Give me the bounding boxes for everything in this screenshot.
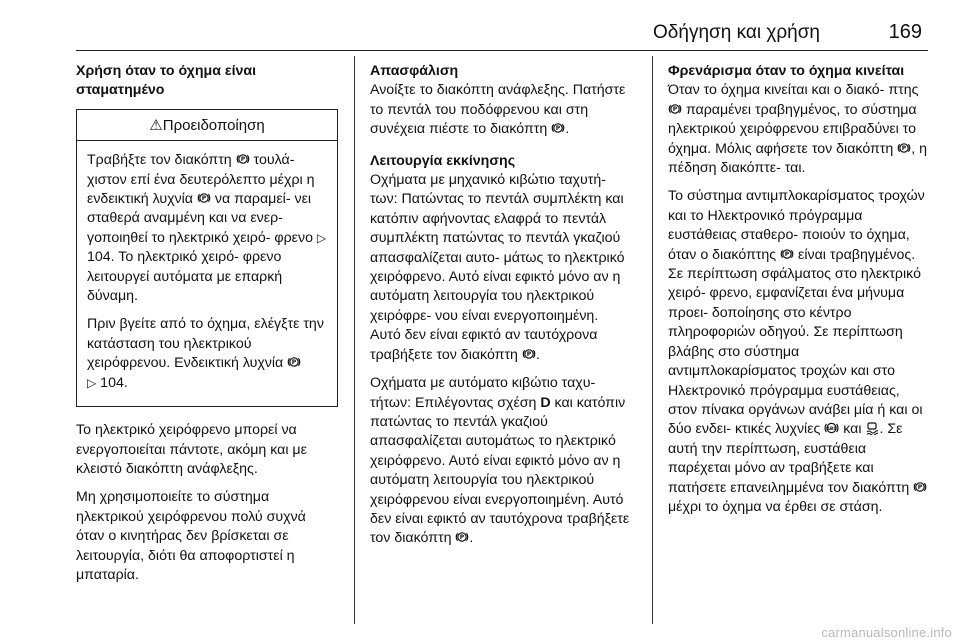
text: και (839, 421, 866, 438)
section-heading: Λειτουργία εκκίνησης (370, 152, 516, 169)
parking-brake-icon (780, 247, 794, 261)
reference-arrow-icon: ▷ (316, 230, 327, 245)
paragraph (87, 151, 327, 306)
text: . (469, 530, 474, 547)
text: και κατόπιν πατώντας το πεντάλ γκαζιού απασφαλίζεται αυτομάτως το ηλεκτρικό χειρόφρενο. Αυτό είναι εφικτό μόνο αν η αυτόματη λειτουργία του ηλεκτρικού χειρόφρενου είναι ενεργοποιημένη. Αυτό δεν είναι εφικτό αν ταυτόχρονα τραβήξετε τον διακόπτη (370, 394, 630, 547)
column-divider (652, 56, 653, 624)
text: Τραβήξτε τον διακόπτη (87, 152, 236, 169)
parking-brake-icon (287, 355, 301, 369)
warning-box (76, 109, 338, 407)
paragraph: Μη χρησιμοποιείτε το σύστημα ηλεκτρικού χειρόφρενου πολύ συχνά όταν ο κινητήρας δεν βρίσκεται σε λειτουργία, διότι θα αποφορτιστεί η μπαταρία. (76, 489, 306, 583)
section-heading: Απασφάλιση (370, 63, 459, 79)
warning-title: Προειδοποίηση (162, 116, 265, 134)
warning-triangle-icon: ⚠ (149, 116, 163, 134)
column-divider (354, 56, 355, 624)
text: 104. Το ηλεκτρικό χειρό- φρενο λειτουργεί αυτόματα με επαρκή δύναμη. (87, 249, 283, 305)
page-title: Οδήγηση και χρήση (653, 22, 820, 43)
parking-brake-icon (668, 102, 682, 116)
parking-brake-icon (551, 121, 565, 135)
column-1 (76, 62, 338, 594)
text: Όταν το όχημα κινείται και ο διακό- πτης (668, 82, 919, 99)
paragraph (370, 171, 632, 365)
abs-icon (824, 421, 839, 435)
column-3 (668, 62, 930, 526)
gear-label: D (540, 394, 551, 411)
paragraph: Το ηλεκτρικό χειρόφρενο μπορεί να ενεργοποιείται πάντοτε, ακόμη και με κλειστό διακόπτη ανάφλεξης. (76, 422, 307, 477)
parking-brake-icon (897, 141, 911, 155)
paragraph (668, 187, 930, 517)
watermark: carmanualsonline.info (821, 625, 952, 640)
parking-brake-icon (522, 347, 536, 361)
text: Οχήματα με αυτόματο κιβώτιο ταχυ- τήτων: Επιλέγοντας σχέση (370, 375, 596, 411)
text: να παραμεί- νει σταθερά αναμμένη και να ενερ- γοποιηθεί το ηλεκτρικό χειρό- φρενο (87, 191, 317, 246)
warning-body (77, 141, 337, 406)
parking-brake-icon (913, 480, 927, 494)
text: παραμένει τραβηγμένος, το σύστημα ηλεκτρικού χειρόφρενου επιβραδύνει το όχημα. Μόλις αφήσετε τον διακόπτη (668, 101, 917, 157)
paragraph (668, 81, 930, 178)
text: . (535, 346, 540, 363)
text: 104. (96, 374, 128, 391)
text: , η πέδηση διακόπτε- ται. (668, 140, 928, 177)
text: . Σε αυτή την περίπτωση, ευστάθεια παρέχεται μόνο αν τραβήξετε και πατήσετε επανειλημμένα τον διακόπτη (668, 421, 914, 496)
section-heading: Φρενάρισμα όταν το όχημα κινείται (668, 63, 905, 79)
text: Οχήματα με μηχανικό κιβώτιο ταχυτή- των: Πατώντας το πεντάλ συμπλέκτη και κατόπιν αφήνοντας ελαφρά το πεντάλ συμπλέκτη πατώντας το πεντάλ γκαζιού απασφαλίζεται αυτο- μάτως το ηλεκτρικό χειρόφρενο. Αυτό είναι εφικτό μόνο αν η αυτόματη λειτουργία του ηλεκτρικού χειρόφρε- νου είναι ενεργοποιημένη. Αυτό δεν είναι εφικτό αν ταυτόχρονα τραβήξετε τον διακόπτη (370, 172, 625, 363)
text: . (565, 121, 570, 138)
paragraph (370, 81, 632, 139)
paragraph (370, 374, 632, 549)
parking-brake-icon (236, 152, 250, 166)
parking-brake-icon (197, 191, 211, 205)
text: Ανοίξτε το διακόπτη ανάφλεξης. Πατήστε το πεντάλ του ποδόφρενου και στη συνέχεια πιέστε το διακόπτη (370, 82, 626, 138)
page-number: 169 (888, 21, 922, 43)
reference-arrow-icon: ▷ (87, 375, 97, 390)
section-heading: Χρήση όταν το όχημα είναι σταματημένο (76, 63, 257, 99)
parking-brake-icon (455, 530, 469, 544)
esc-off-icon (865, 421, 879, 435)
column-2 (370, 62, 632, 558)
text: τουλά- χιστον επί ένα δευτερόλεπτο μέχρι η ενδεικτική λυχνία (87, 152, 315, 208)
svg-text:ABS: ABS (826, 427, 837, 433)
text: Πριν βγείτε από το όχημα, ελέγξτε την κατάσταση του ηλεκτρικού χειρόφρενου. Ενδεικτική λυχνία (87, 316, 324, 372)
header-rule (76, 50, 928, 51)
text: Το σύστημα αντιμπλοκαρίσματος τροχών και το Ηλεκτρονικό πρόγραμμα ευστάθειας σταθερο- ποιούν το όχημα, όταν ο διακόπτης (668, 188, 925, 263)
text: μέχρι το όχημα να έρθει σε στάση. (668, 498, 883, 515)
paragraph (87, 315, 327, 393)
page-header (0, 0, 960, 56)
warning-header (77, 110, 337, 141)
text: είναι τραβηγμένος. Σε περίπτωση σφάλματος στο ηλεκτρικό χειρό- φρενο, εμφανίζεται ένα μήνυμα προει- δοποίησης στο κέντρο πληροφοριών οδηγού. Σε περίπτωση βλάβης στο σύστημα αντιμπλοκαρίσματος τροχών και στο Ηλεκτρονικό πρόγραμμα ευστάθειας, στον πίνακα οργάνων ανάβει μία ή και οι δύο ενδει- κτικές λυχνίες (668, 246, 923, 438)
